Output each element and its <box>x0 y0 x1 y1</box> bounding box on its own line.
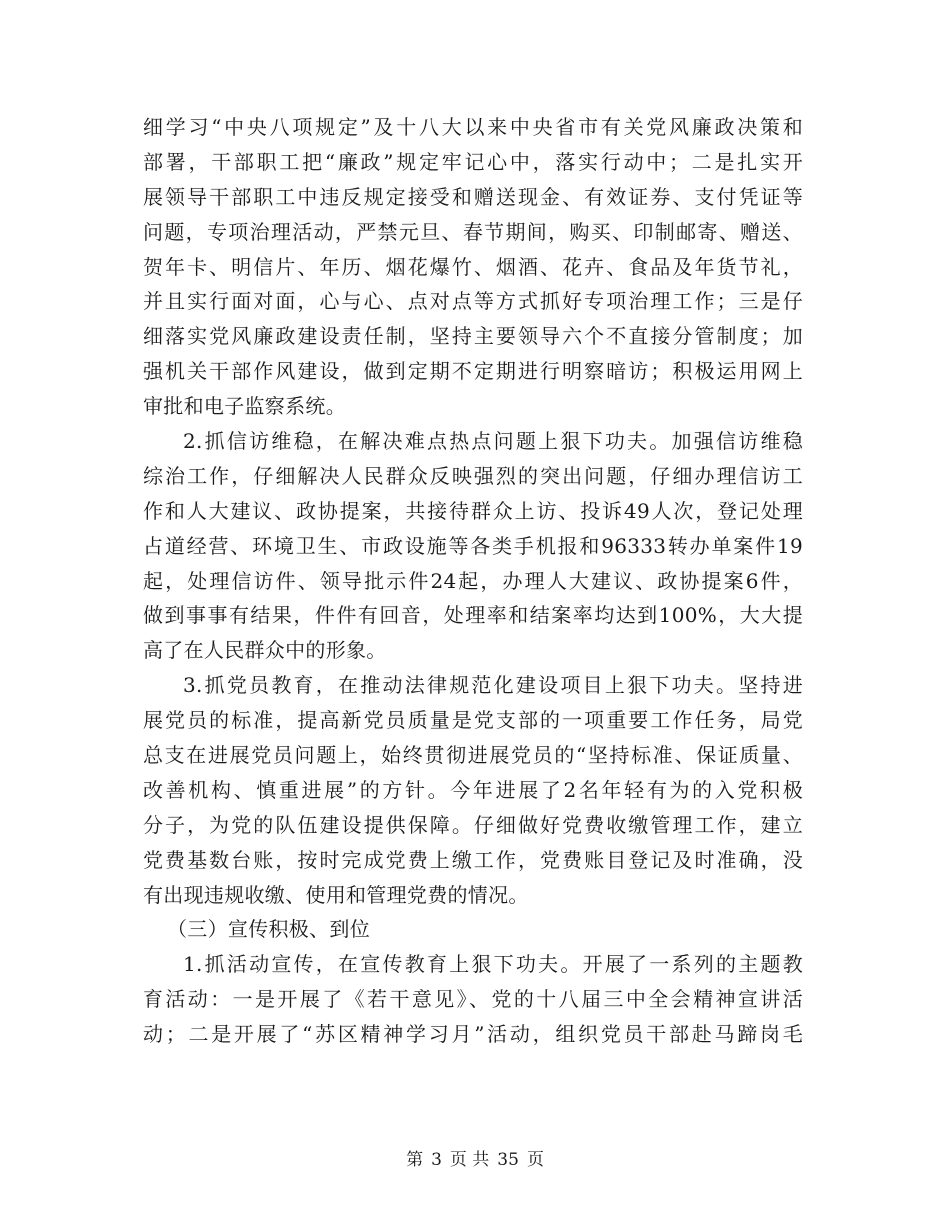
text-line: 动；二是开展了“苏区精神学习月”活动，组织党员干部赴马蹄岗毛 <box>143 1022 803 1047</box>
text-line: 分子，为党的队伍建设提供保障。仔细做好党费收缴管理工作，建立 <box>143 812 803 837</box>
text-line: 细落实党风廉政建设责任制，坚持主要领导六个不直接分管制度；加 <box>143 324 803 349</box>
text-line: 部署，干部职工把“廉政”规定牢记心中，落实行动中；二是扎实开 <box>143 149 803 174</box>
footer-suffix: 页 <box>526 1150 544 1170</box>
text-line: 综治工作，仔细解决人民群众反映强烈的突出问题，仔细办理信访工 <box>143 463 803 488</box>
total-pages-number: 35 <box>497 1150 519 1170</box>
paragraph-start-line: 3.抓党员教育，在推动法律规范化建设项目上狠下功夫。坚持进 <box>183 673 803 698</box>
text-line: 展领导干部职工中违反规定接受和赠送现金、有效证券、支付凭证等 <box>143 184 803 209</box>
text-line: 贺年卡、明信片、年历、烟花爆竹、烟酒、花卉、食品及年货节礼， <box>143 254 803 279</box>
document-body <box>143 110 803 1052</box>
text-line: 占道经营、环境卫生、市政设施等各类手机报和96333转办单案件19 <box>143 533 803 558</box>
section-heading: （三）宣传积极、到位 <box>167 917 370 942</box>
text-line: 作和人大建议、政协提案，共接待群众上访、投诉49人次，登记处理 <box>143 498 803 523</box>
footer-middle: 页 共 <box>449 1150 490 1170</box>
paragraph-start-line: 1.抓活动宣传，在宣传教育上狠下功夫。开展了一系列的主题教 <box>183 952 803 977</box>
text-line: 党费基数台账，按时完成党费上缴工作，党费账目登记及时准确，没 <box>143 847 803 872</box>
text-line: 问题，专项治理活动，严禁元旦、春节期间，购买、印制邮寄、赠送、 <box>143 219 803 244</box>
text-line: 细学习“中央八项规定”及十八大以来中央省市有关党风廉政决策和 <box>143 115 803 139</box>
footer-prefix: 第 <box>406 1150 424 1170</box>
page-footer <box>0 1148 950 1172</box>
text-line: 有出现违规收缴、使用和管理党费的情况。 <box>143 882 529 907</box>
text-line: 强机关干部作风建设，做到定期不定期进行明察暗访；积极运用网上 <box>143 359 803 384</box>
text-line: 总支在进展党员问题上，始终贯彻进展党员的“坚持标准、保证质量、 <box>143 743 803 768</box>
text-line: 并且实行面对面，心与心、点对点等方式抓好专项治理工作；三是仔 <box>143 289 803 314</box>
text-line: 育活动：一是开展了《若干意见》、党的十八届三中全会精神宣讲活 <box>143 987 803 1012</box>
text-line: 改善机构、慎重进展”的方针。今年进展了2名年轻有为的入党积极 <box>143 777 803 802</box>
text-line: 做到事事有结果，件件有回音，处理率和结案率均达到100%，大大提 <box>143 603 803 628</box>
text-line: 起，处理信访件、领导批示件24起，办理人大建议、政协提案6件， <box>143 568 803 593</box>
current-page-number: 3 <box>431 1150 442 1170</box>
paragraph-start-line: 2.抓信访维稳，在解决难点热点问题上狠下功夫。加强信访维稳 <box>183 429 803 454</box>
text-line: 审批和电子监察系统。 <box>143 394 346 419</box>
text-line: 展党员的标准，提高新党员质量是党支部的一项重要工作任务，局党 <box>143 708 803 733</box>
text-line: 高了在人民群众中的形象。 <box>143 638 387 663</box>
